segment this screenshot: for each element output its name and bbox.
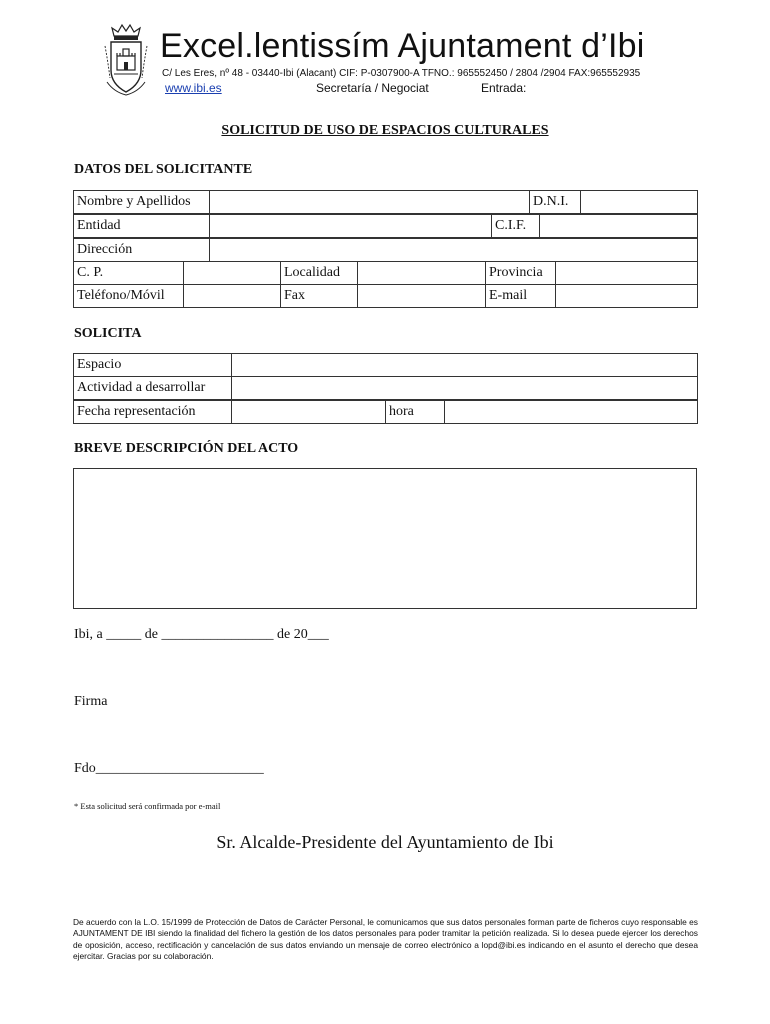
fax-label: Fax bbox=[281, 285, 358, 308]
space-label: Espacio bbox=[74, 354, 232, 377]
dni-field[interactable] bbox=[581, 191, 698, 214]
coat-of-arms-icon bbox=[104, 22, 148, 98]
address-field[interactable] bbox=[210, 239, 698, 262]
phone-label: Teléfono/Móvil bbox=[74, 285, 184, 308]
applicant-table bbox=[73, 190, 698, 214]
fax-field[interactable] bbox=[358, 285, 486, 308]
address-line: C/ Les Eres, nº 48 - 03440-Ibi (Alacant) CIF: P-0307900-A TFNO.: 965552450 / 2804 /2904 FAX:965552935 bbox=[162, 68, 641, 79]
province-field[interactable] bbox=[556, 262, 698, 285]
time-label: hora bbox=[386, 401, 445, 424]
time-field[interactable] bbox=[445, 401, 698, 424]
entity-label: Entidad bbox=[74, 215, 210, 238]
request-heading: SOLICITA bbox=[74, 326, 142, 341]
description-textarea[interactable] bbox=[73, 468, 697, 609]
activity-label: Actividad a desarrollar bbox=[74, 377, 232, 400]
date-label: Fecha representación bbox=[74, 401, 232, 424]
postal-code-field[interactable] bbox=[184, 262, 281, 285]
recipient-line: Sr. Alcalde-Presidente del Ayuntamiento de Ibi bbox=[216, 832, 554, 852]
document-title: SOLICITUD DE USO DE ESPACIOS CULTURALES bbox=[221, 123, 549, 138]
address-label: Dirección bbox=[74, 239, 210, 262]
email-label: E-mail bbox=[486, 285, 556, 308]
dni-label: D.N.I. bbox=[530, 191, 581, 214]
cif-label: C.I.F. bbox=[492, 215, 540, 238]
legal-notice: De acuerdo con la L.O. 15/1999 de Protección de Datos de Carácter Personal, le comunicamos que sus datos personales forman parte de ficheros cuyo responsable es AJUNTAMENT DE IBI siendo la finalidad del fichero la gestión de los datos personales para poder tramitar la petición realizada. Si lo desea puede ejercer los derechos de oposición, acceso, rectificación y cancelación de sus datos enviando un mensaje de correo electrónico a lopd@ibi.es indicando en el asunto el derecho que desea ejercitar. Gracias por su colaboración. bbox=[73, 917, 698, 961]
location-contact-table bbox=[73, 261, 698, 308]
name-field[interactable] bbox=[210, 191, 530, 214]
date-table bbox=[73, 400, 698, 424]
department-label: Secretaría / Negociat bbox=[316, 81, 429, 95]
locality-field[interactable] bbox=[358, 262, 486, 285]
description-heading: BREVE DESCRIPCIÓN DEL ACTO bbox=[74, 441, 299, 456]
entry-label: Entrada: bbox=[481, 81, 527, 95]
entity-table bbox=[73, 214, 698, 238]
email-field[interactable] bbox=[556, 285, 698, 308]
phone-field[interactable] bbox=[184, 285, 281, 308]
website-link[interactable]: www.ibi.es bbox=[165, 81, 222, 95]
signed-line: Fdo________________________ bbox=[74, 761, 264, 776]
confirmation-note: * Esta solicitud será confirmada por e-mail bbox=[74, 801, 221, 811]
postal-code-label: C. P. bbox=[74, 262, 184, 285]
organization-name: Excel.lentissím Ajuntament d’Ibi bbox=[160, 27, 645, 65]
cif-field[interactable] bbox=[540, 215, 698, 238]
space-field[interactable] bbox=[232, 354, 698, 377]
activity-field[interactable] bbox=[232, 377, 698, 400]
province-label: Provincia bbox=[486, 262, 556, 285]
entity-field[interactable] bbox=[210, 215, 492, 238]
locality-label: Localidad bbox=[281, 262, 358, 285]
date-line: Ibi, a _____ de ________________ de 20___ bbox=[74, 627, 329, 642]
date-field[interactable] bbox=[232, 401, 386, 424]
address-table bbox=[73, 238, 698, 262]
applicant-heading: DATOS DEL SOLICITANTE bbox=[74, 162, 253, 177]
request-table bbox=[73, 353, 698, 400]
signature-label: Firma bbox=[74, 694, 108, 709]
name-label: Nombre y Apellidos bbox=[74, 191, 210, 214]
